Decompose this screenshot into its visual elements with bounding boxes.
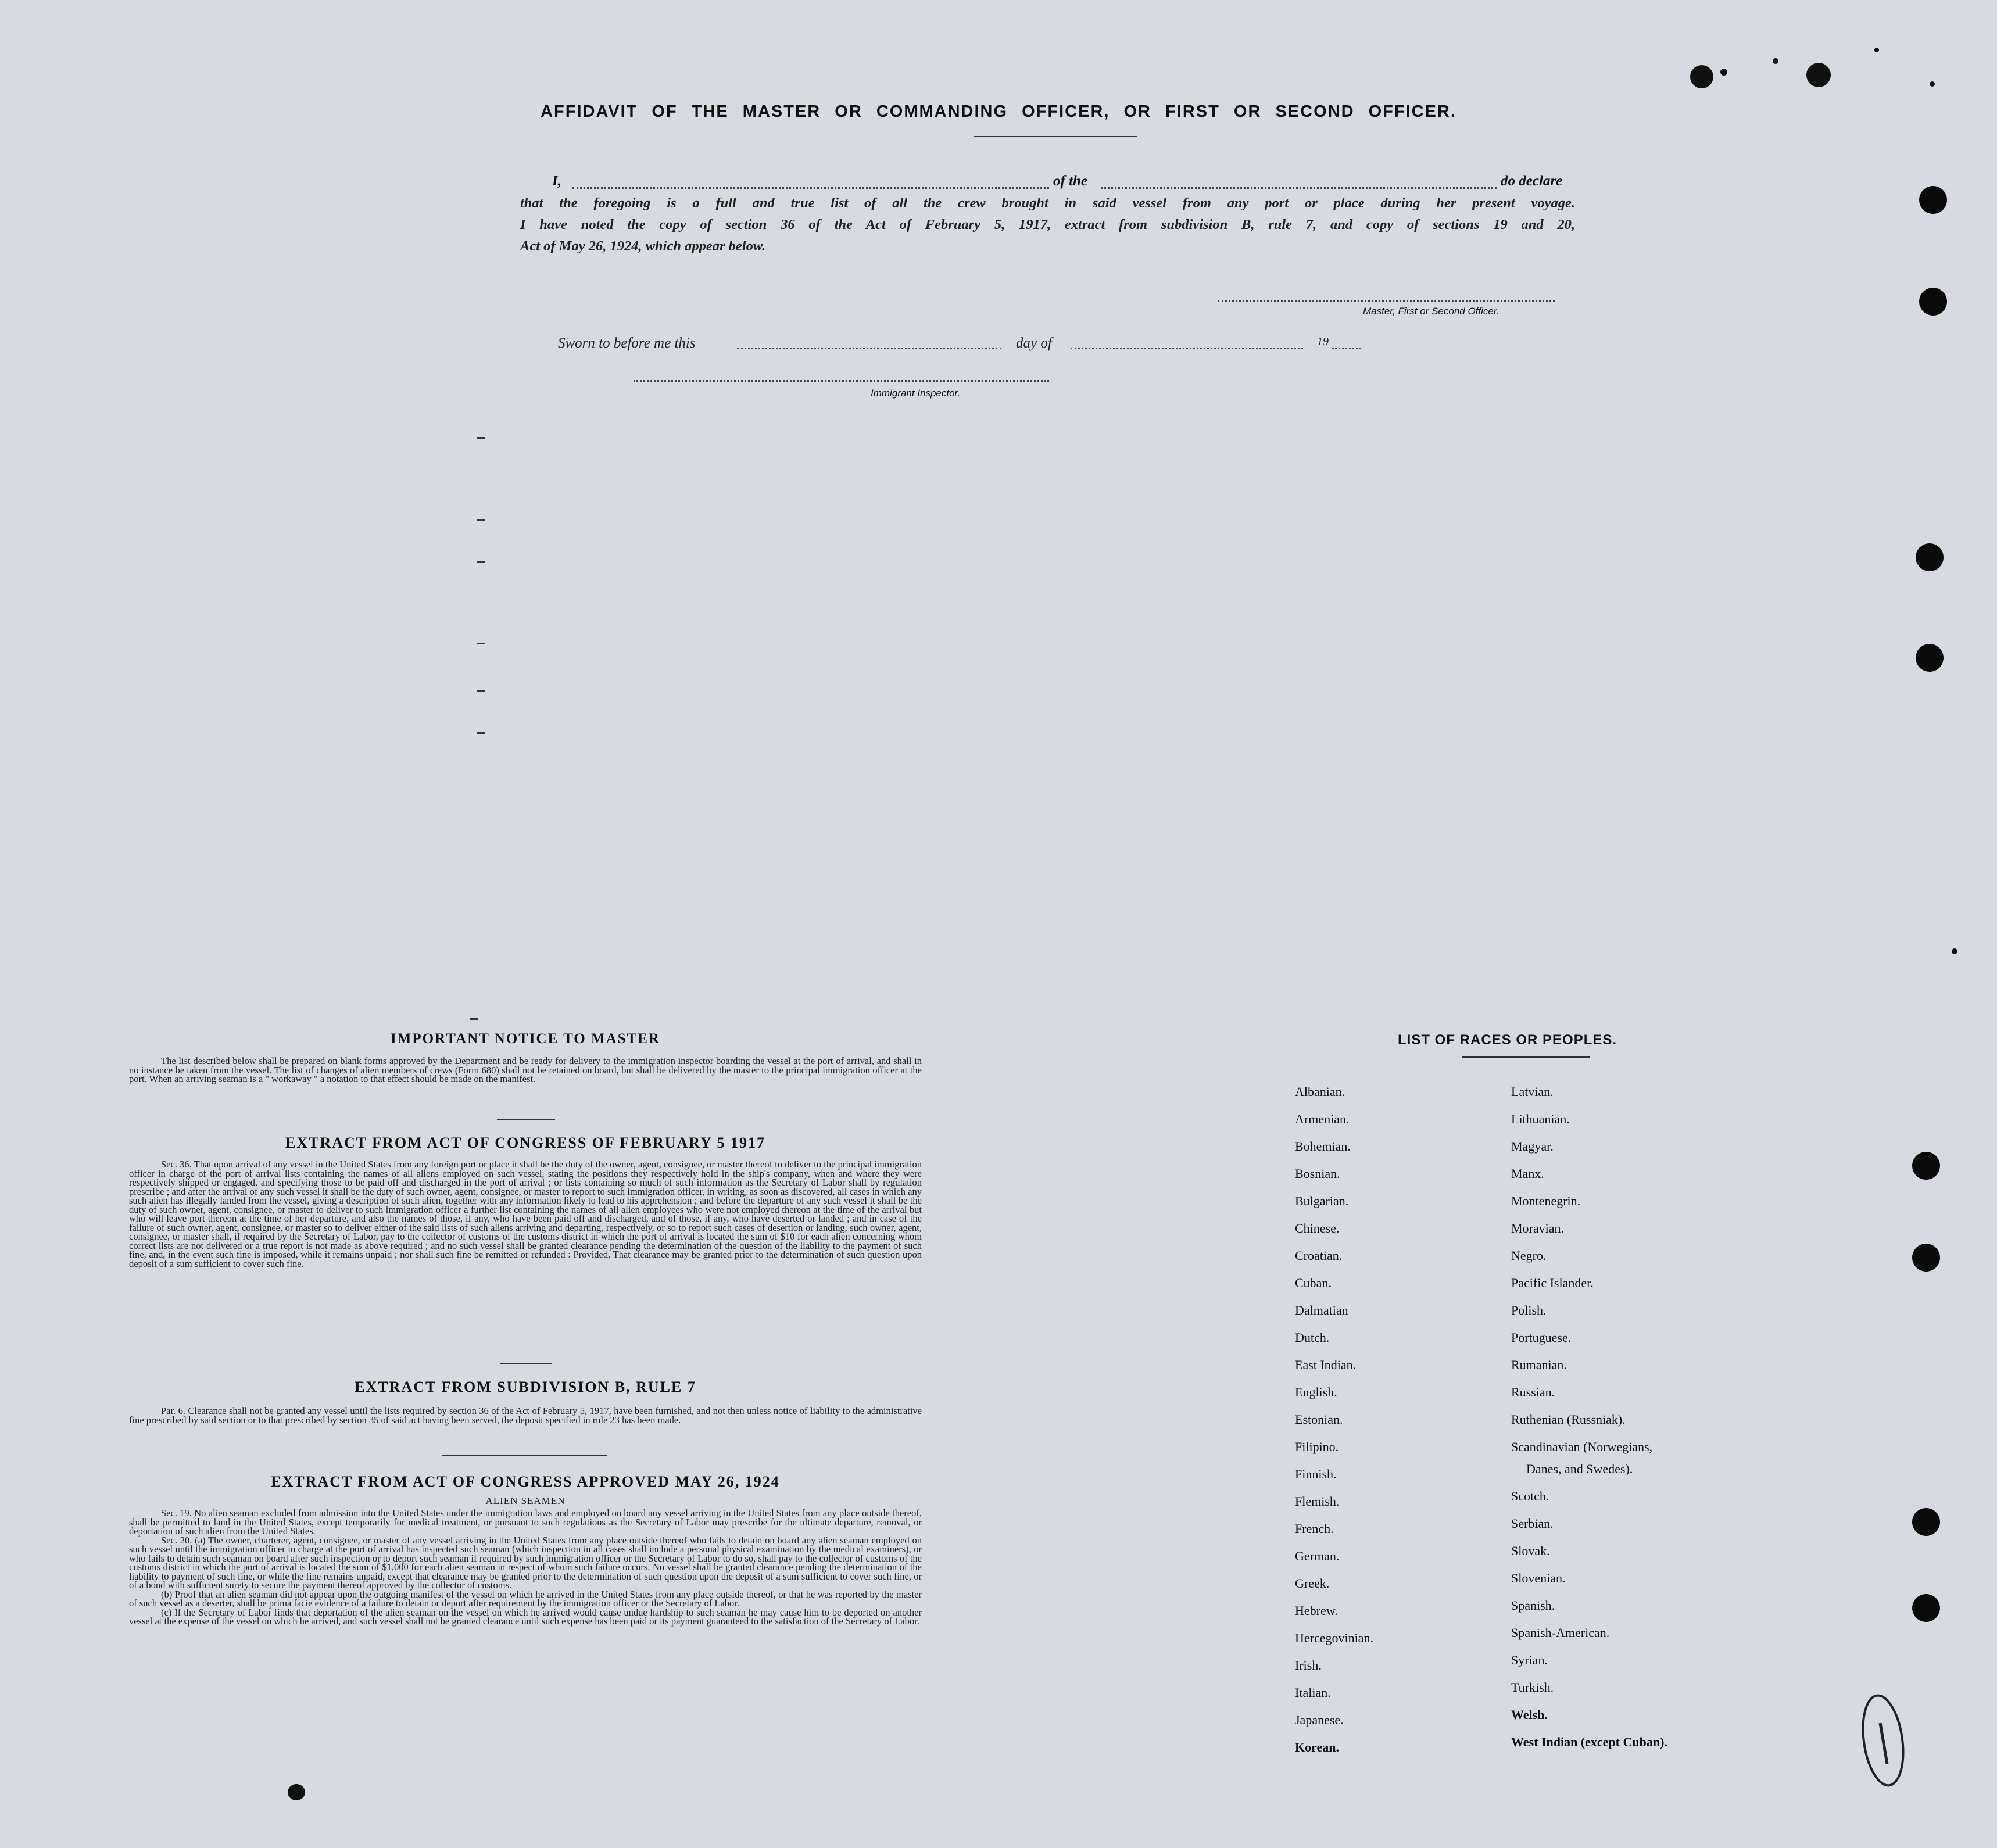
race-item: Flemish.: [1295, 1494, 1340, 1509]
race-item: East Indian.: [1295, 1358, 1357, 1372]
race-item: Chinese.: [1295, 1221, 1340, 1235]
extract-rule7-title: EXTRACT FROM SUBDIVISION B, RULE 7: [355, 1378, 696, 1395]
declaration-text: [520, 192, 1575, 257]
punch-hole-icon: [1912, 1594, 1940, 1622]
race-item: Spanish.: [1511, 1598, 1555, 1613]
race-item: Pacific Islander.: [1511, 1276, 1594, 1290]
speck-icon: [1720, 69, 1727, 76]
declaration-line-3: Act of May 26, 1924, which appear below.: [520, 238, 766, 254]
title-underline: [974, 136, 1137, 137]
race-item: Hebrew.: [1295, 1603, 1338, 1618]
extract-1917-text: [129, 1160, 922, 1268]
race-item: Cuban.: [1295, 1276, 1332, 1290]
margin-tick: [470, 1018, 478, 1020]
race-item: Turkish.: [1511, 1680, 1554, 1695]
divider: [500, 1363, 552, 1364]
extract-1924-text: [129, 1509, 922, 1626]
punch-hole-icon: [1919, 288, 1947, 316]
race-item: Hercegovinian.: [1295, 1631, 1373, 1645]
speck-icon: [1952, 948, 1957, 954]
race-item: German.: [1295, 1549, 1340, 1563]
year-label: 19: [1317, 335, 1329, 348]
race-item: Magyar.: [1511, 1139, 1554, 1154]
punch-hole-icon: [1912, 1508, 1940, 1536]
of-the-label: of the: [1053, 173, 1088, 189]
divider: [442, 1455, 607, 1456]
race-item: Latvian.: [1511, 1084, 1554, 1099]
extract-1924-sec19: Sec. 19. No alien seaman excluded from admission into the United States under the immigration laws and employed on board any vessel arriving in the United States from any place outside thereof, shall be permitted to land in the United States, except temporarily for medical treatment, or pursuant to such regulations as the Secretary of Labor may prescribe for the ultimate departure, removal, or deportation of such alien from the United States.: [129, 1507, 922, 1537]
race-item: Russian.: [1511, 1385, 1555, 1399]
race-item: Montenegrin.: [1511, 1194, 1581, 1208]
race-item: Korean.: [1295, 1740, 1339, 1754]
race-item: Finnish.: [1295, 1467, 1337, 1481]
extract-rule7-text: [129, 1406, 922, 1424]
punch-hole-icon: [1916, 644, 1944, 672]
races-underline: [1462, 1056, 1590, 1058]
race-item: Bosnian.: [1295, 1166, 1340, 1181]
speck-icon: [1773, 58, 1778, 64]
name-field[interactable]: [572, 187, 1049, 189]
race-item: Estonian.: [1295, 1412, 1343, 1427]
races-left-column: [1295, 1084, 1487, 1767]
race-item: Syrian.: [1511, 1653, 1548, 1667]
master-signature-line[interactable]: [1218, 300, 1555, 302]
extract-1917-title: EXTRACT FROM ACT OF CONGRESS OF FEBRUARY 5 1917: [285, 1134, 765, 1151]
race-item: West Indian (except Cuban).: [1511, 1735, 1667, 1749]
ink-blot-icon: [1806, 63, 1831, 87]
race-item: Welsh.: [1511, 1707, 1548, 1722]
margin-tick: [477, 437, 485, 439]
race-item: Italian.: [1295, 1685, 1331, 1700]
race-item: Japanese.: [1295, 1713, 1344, 1727]
race-item: Moravian.: [1511, 1221, 1565, 1235]
race-item: Armenian.: [1295, 1112, 1350, 1126]
race-item: Rumanian.: [1511, 1358, 1567, 1372]
race-item: Slovenian.: [1511, 1571, 1566, 1585]
sworn-day-field[interactable]: [737, 348, 1001, 349]
race-item: Slovak.: [1511, 1543, 1550, 1558]
punch-hole-icon: [1919, 186, 1947, 214]
punch-hole-icon: [1912, 1244, 1940, 1272]
race-item: Filipino.: [1295, 1439, 1339, 1454]
races-title: LIST OF RACES OR PEOPLES.: [1398, 1032, 1617, 1048]
do-declare-label: do declare: [1501, 173, 1563, 189]
notice-text: [129, 1056, 922, 1084]
extract-1924-sec20a: Sec. 20. (a) The owner, charterer, agent, consignee, or master of any vessel arriving in the United States from any place outside thereof who fails to detain on board any alien seaman employed on such vessel until the immigration officer in charge at the port of arrival has inspected such seaman (which inspection in all cases shall include a personal physical examination by the medical examiners), or who fails to detain such seaman on board after such inspection or to deport such seaman if required by such immigration officer or the Secretary of Labor to do so, shall pay to the collector of customs of the customs district in which the port of arrival is located the sum of $1,000 for each alien seaman in respect of whom such failure occurs. No vessel shall be granted clearance pending the determination of the liability to payment of such fine, or while the fine remains unpaid, except that clearance may be granted prior to the determination of such question upon the deposit of a sum sufficient to cover such fine, or of a bond with sufficient surety to secure the payment thereof approved by the collector of customs.: [129, 1534, 922, 1591]
race-item: Negro.: [1511, 1248, 1547, 1263]
extract-1924-title: EXTRACT FROM ACT OF CONGRESS APPROVED MAY 26, 1924: [271, 1473, 780, 1490]
divider: [497, 1119, 555, 1120]
sworn-year-field[interactable]: [1332, 348, 1361, 349]
race-item: Manx.: [1511, 1166, 1544, 1181]
race-item: Bulgarian.: [1295, 1194, 1349, 1208]
extract-1917-paragraph: Sec. 36. That upon arrival of any vessel in the United States from any foreign port or place it shall be the duty of the owner, agent, consignee, or master thereof to deliver to the principal immigration officer in charge of the port of arrival lists containing the names of all aliens employed on such vessel, stating the positions they respectively hold in the ship's company, when and where they were respectively shipped or engaged, and specifying those to be paid off and discharged in the port of arrival ; or lists containing so much of such information as the Secretary of Labor shall by regulation prescribe ; and after the arrival of any such vessel it shall be the duty of such owner, agent, consignee, or master to report to such immigration officer, in writing, as soon as discovered, all cases in which any such alien has illegally landed from the vessel, giving a description of such alien, together with any information likely to lead to his apprehension ; and before the departure of any such vessel it shall be the duty of such owner, agent, consignee, or master to deliver to such immigration officer a further list containing the names of all alien employees who were not employed thereon at the time of the arrival but who will leave port thereon at the time of her departure, and also the names of those, if any, who have been paid off and discharged, and of those, if any, who have deserted or landed ; and in case of the failure of such owner, agent, consignee, or master so to deliver either of the said lists of such aliens arriving and departing, respectively, or so to report such cases of desertion or landing, such owner, agent, consignee, or master shall, if required by the Secretary of Labor, pay to the collector of customs of the customs district in which the port of arrival is located the sum of $10 for each alien concerning whom correct lists are not delivered or a true report is not made as above required ; and no such vessel shall be granted clearance pending the determination of the question of the liability to the payment of such fine, and, in the event such fine is imposed, while it remains unpaid ; nor shall such fine be remitted or refunded : Provided, That clearance may be granted prior to the determination of such question upon deposit of a sum sufficient to cover such fine.: [129, 1159, 922, 1269]
punch-hole-icon: [1916, 543, 1944, 571]
race-item: Bohemian.: [1295, 1139, 1351, 1154]
margin-tick: [477, 690, 485, 692]
ink-blot-icon: [288, 1784, 305, 1800]
margin-tick: [477, 643, 485, 644]
notice-title: IMPORTANT NOTICE TO MASTER: [391, 1031, 660, 1047]
speck-icon: [1874, 48, 1879, 52]
race-item: Ruthenian (Russniak).: [1511, 1412, 1626, 1427]
extract-1924-subtitle: ALIEN SEAMEN: [485, 1495, 566, 1506]
margin-tick: [477, 561, 485, 563]
sworn-month-field[interactable]: [1071, 348, 1303, 349]
race-item: Croatian.: [1295, 1248, 1343, 1263]
race-item: Scandinavian (Norwegians,: [1511, 1439, 1653, 1454]
race-item: Dalmatian: [1295, 1303, 1348, 1317]
notice-paragraph: The list described below shall be prepared on blank forms approved by the Department and be ready for delivery to the immigration inspector boarding the vessel at the port of arrival, and shall in no instance be taken from the vessel. The list of changes of alien members of crews (Form 680) shall not be retained on board, but shall be delivered by the master to the principal immigration officer at the port. When an arriving seaman is a " workaway " a notation to that effect should be made on the manifest.: [129, 1055, 922, 1084]
race-item: English.: [1295, 1385, 1337, 1399]
races-right-column: [1511, 1084, 1790, 1762]
race-item: Irish.: [1295, 1658, 1322, 1672]
inspector-signature-line[interactable]: [634, 380, 1049, 382]
race-item: Scotch.: [1511, 1489, 1549, 1503]
margin-tick: [477, 519, 485, 521]
day-of-label: day of: [1016, 335, 1052, 351]
race-item: Lithuanian.: [1511, 1112, 1570, 1126]
declaration-line-2: I have noted the copy of section 36 of the Act of February 5, 1917, extract from subdivision B, rule 7, and copy of sections 19 and 20,: [520, 217, 1575, 232]
race-item: Serbian.: [1511, 1516, 1554, 1531]
race-item: French.: [1295, 1521, 1334, 1536]
declaration-line-1: that the foregoing is a full and true list of all the crew brought in said vessel from any port or place during her present voyage.: [520, 195, 1575, 211]
inspector-caption: Immigrant Inspector.: [871, 388, 961, 399]
race-item: Spanish-American.: [1511, 1625, 1610, 1640]
i-label: I,: [552, 173, 561, 189]
extract-1924-sec20c: (c) If the Secretary of Labor finds that deportation of the alien seaman on the vessel on which he arrived would cause undue hardship to such seaman he may cause him to be deported on another vessel at the expense of the vessel on which he arrived, and such vessel shall not be granted clearance until such expense has been paid or its payment guaranteed to the satisfaction of the Secretary of Labor.: [129, 1606, 922, 1627]
margin-tick: [477, 732, 485, 734]
race-item: Dutch.: [1295, 1330, 1330, 1345]
punch-hole-icon: [1912, 1152, 1940, 1180]
handwritten-page-mark-icon: [1857, 1691, 1909, 1793]
ink-blot-icon: [1690, 65, 1713, 88]
affidavit-title: AFFIDAVIT OF THE MASTER OR COMMANDING OFFICER, OR FIRST OR SECOND OFFICER.: [541, 102, 1456, 121]
sworn-label: Sworn to before me this: [558, 335, 696, 351]
race-item: Polish.: [1511, 1303, 1547, 1317]
speck-icon: [1930, 81, 1935, 87]
race-item: Portuguese.: [1511, 1330, 1572, 1345]
race-item: Danes, and Swedes).: [1526, 1462, 1633, 1476]
extract-1924-sec20b: (b) Proof that an alien seaman did not appear upon the outgoing manifest of the vessel on which he arrived in the United States from any place outside thereof, or that he was reported by the master of such vessel as a deserter, shall be prima facie evidence of a failure to detain or deport after requirement by the immigration officer or the Secretary of Labor.: [129, 1588, 922, 1609]
race-item: Greek.: [1295, 1576, 1330, 1591]
master-signature-caption: Master, First or Second Officer.: [1363, 306, 1499, 317]
race-item: Albanian.: [1295, 1084, 1345, 1099]
vessel-field[interactable]: [1101, 187, 1497, 189]
extract-rule7-paragraph: Par. 6. Clearance shall not be granted any vessel until the lists required by section 36 of the Act of February 5, 1917, have been furnished, and not then unless notice of liability to the administrative fine prescribed by said section or to that prescribed by section 35 of said act having been served, the deposit specified in rule 23 has been made.: [129, 1405, 922, 1426]
